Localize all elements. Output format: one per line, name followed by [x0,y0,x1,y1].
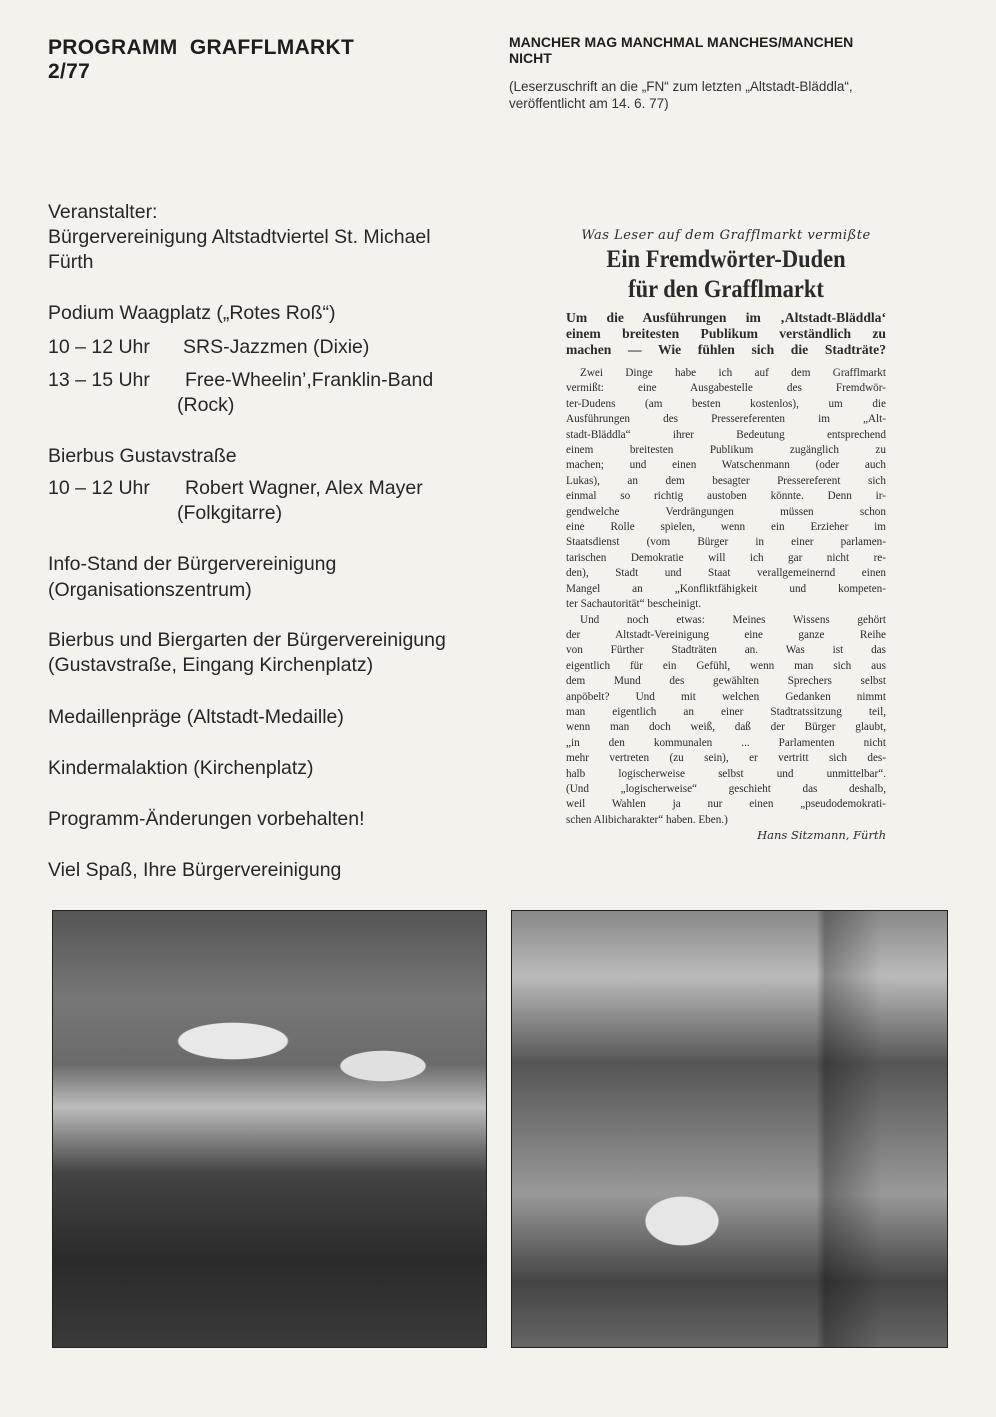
body-line: mehr vertreten (zu sein), er vertritt sich des- [566,752,886,765]
info-stand: Info-Stand der Bürgervereinigung [48,553,337,575]
event-genre: (Folkgitarre) [177,502,283,524]
beer-garden: Bierbus und Biergarten der Bürgervereinigung [48,629,446,651]
clipping-signature: Hans Sitzmann, Fürth [757,828,886,843]
event-time: 13 – 15 Uhr [48,369,150,391]
clipping-deck [566,310,886,358]
headline-line: Ein Fremdwörter-Duden [606,246,846,273]
deck-line: Um die Ausführungen im ‚Altstadt-Bläddla‘ [566,310,886,325]
body-line: einmal so richtig austoben könnte. Denn ir- [566,490,886,503]
organizer-name: Bürgervereinigung Altstadtviertel St. Michael [48,226,431,248]
info-stand-location: (Organisationszentrum) [48,579,252,601]
body-line: Lukas), an dem besagter Pressereferent sich [566,474,886,487]
letter-date: veröffentlicht am 14. 6. 77) [509,96,669,111]
issue-number: 2/77 [48,60,91,83]
body-line: wenn man doch weiß, daß der Bürger glaubt, [566,721,886,734]
body-line: stadt-Bläddla“ ihrer Bedeutung entsprechend [566,428,886,441]
body-line: eigentlich für ein Gefühl, wenn man sich aus [566,659,886,672]
event-time: 10 – 12 Uhr [48,477,150,499]
body-line: Staatsdienst (vom Bürger in einer parlamen- [566,536,886,549]
market-crowd-photo [52,910,487,1348]
body-line: dem Mund des gewählten Sprechers selbst [566,675,886,688]
letter-source: (Leserzuschrift an die „FN“ zum letzten „Altstadt-Bläddla“, [509,79,853,94]
organizer-city: Fürth [48,251,94,273]
body-line: Mangel an „Konfliktfähigkeit und kompeten- [566,582,886,595]
body-line: machen; und einen Watschenmann (oder auch [566,459,886,472]
body-line: ter-Dudens (am besten kostenlos), um die [566,397,886,410]
event-act: Robert Wagner, Alex Mayer [185,477,423,499]
market-stall-photo [511,910,948,1348]
letter-title: MANCHER MAG MANCHMAL MANCHES/MANCHEN [509,34,854,50]
newspaper-clipping [566,228,886,843]
body-line: weil Wahlen ja nur einen „pseudodemokrati- [566,798,886,811]
program-title [48,36,354,84]
body-line: einem breitesten Publikum zugänglich zu [566,444,886,457]
changes-note: Programm-Änderungen vorbehalten! [48,808,365,830]
body-line: der Altstadt-Vereinigung eine ganze Reihe [566,628,886,641]
body-line: eine Rolle spielen, wenn ein Erzieher im [566,521,886,534]
event-act: Free-Wheelin’,Franklin-Band [185,369,434,391]
clipping-kicker: Was Leser auf dem Grafflmarkt vermißte [581,228,871,243]
letter-title-2: NICHT [509,50,552,66]
clipping-body [566,366,886,828]
deck-line: einem breitesten Publikum verständlich zu [566,326,886,341]
organizer-label: Veranstalter: [48,201,158,223]
event-act: SRS-Jazzmen (Dixie) [183,336,370,358]
letter-header [509,34,853,112]
event-time: 10 – 12 Uhr [48,336,150,358]
event-genre: (Rock) [177,394,235,416]
body-line: vermißt: eine Ausgabestelle des Fremdwör- [566,382,886,395]
body-line: Ausführungen des Pressereferenten im „Alt- [566,413,886,426]
body-line: „in den kommunalen ... Parlamenten nicht [566,736,886,749]
medal-item: Medaillenpräge (Altstadt-Medaille) [48,706,344,728]
body-line: von Fürther Stadträten an. Was ist das [566,644,886,657]
title-line: PROGRAMM GRAFFLMARKT [48,36,355,59]
body-line: gendwelche Verdrängungen müssen schon [566,505,886,518]
beer-garden-location: (Gustavstraße, Eingang Kirchenplatz) [48,654,374,676]
headline-line: für den Grafflmarkt [628,276,824,303]
body-line: schen Alibicharakter“ haben. Eben.) [566,813,728,826]
body-line: ter Sachautorität“ bescheinigt. [566,598,702,611]
body-line: Und noch etwas: Meines Wissens gehört [580,613,886,626]
closing-note: Viel Spaß, Ihre Bürgervereinigung [48,859,342,881]
body-line: (Und „logischerweise“ geschieht das deshalb, [566,782,886,795]
kids-item: Kindermalaktion (Kirchenplatz) [48,757,314,779]
bierbus-heading: Bierbus Gustavstraße [48,445,237,467]
deck-line: machen — Wie fühlen sich die Stadträte? [566,342,886,357]
body-line: den), Stadt und Staat verallgemeinernd einen [566,567,886,580]
podium-heading: Podium Waagplatz („Rotes Roß“) [48,302,336,324]
body-line: man eigentlich an einer Stadtratssitzung teil, [566,705,886,718]
body-line: tarischen Demokratie will ich gar nicht re- [566,551,886,564]
body-line: halb logischerweise selbst und unmittelbar“. [566,767,886,780]
body-line: Zwei Dinge habe ich auf dem Grafflmarkt [580,367,886,379]
clipping-headline [582,245,870,305]
body-line: anpöbelt? Und mit welchen Gedanken nimmt [566,690,886,703]
